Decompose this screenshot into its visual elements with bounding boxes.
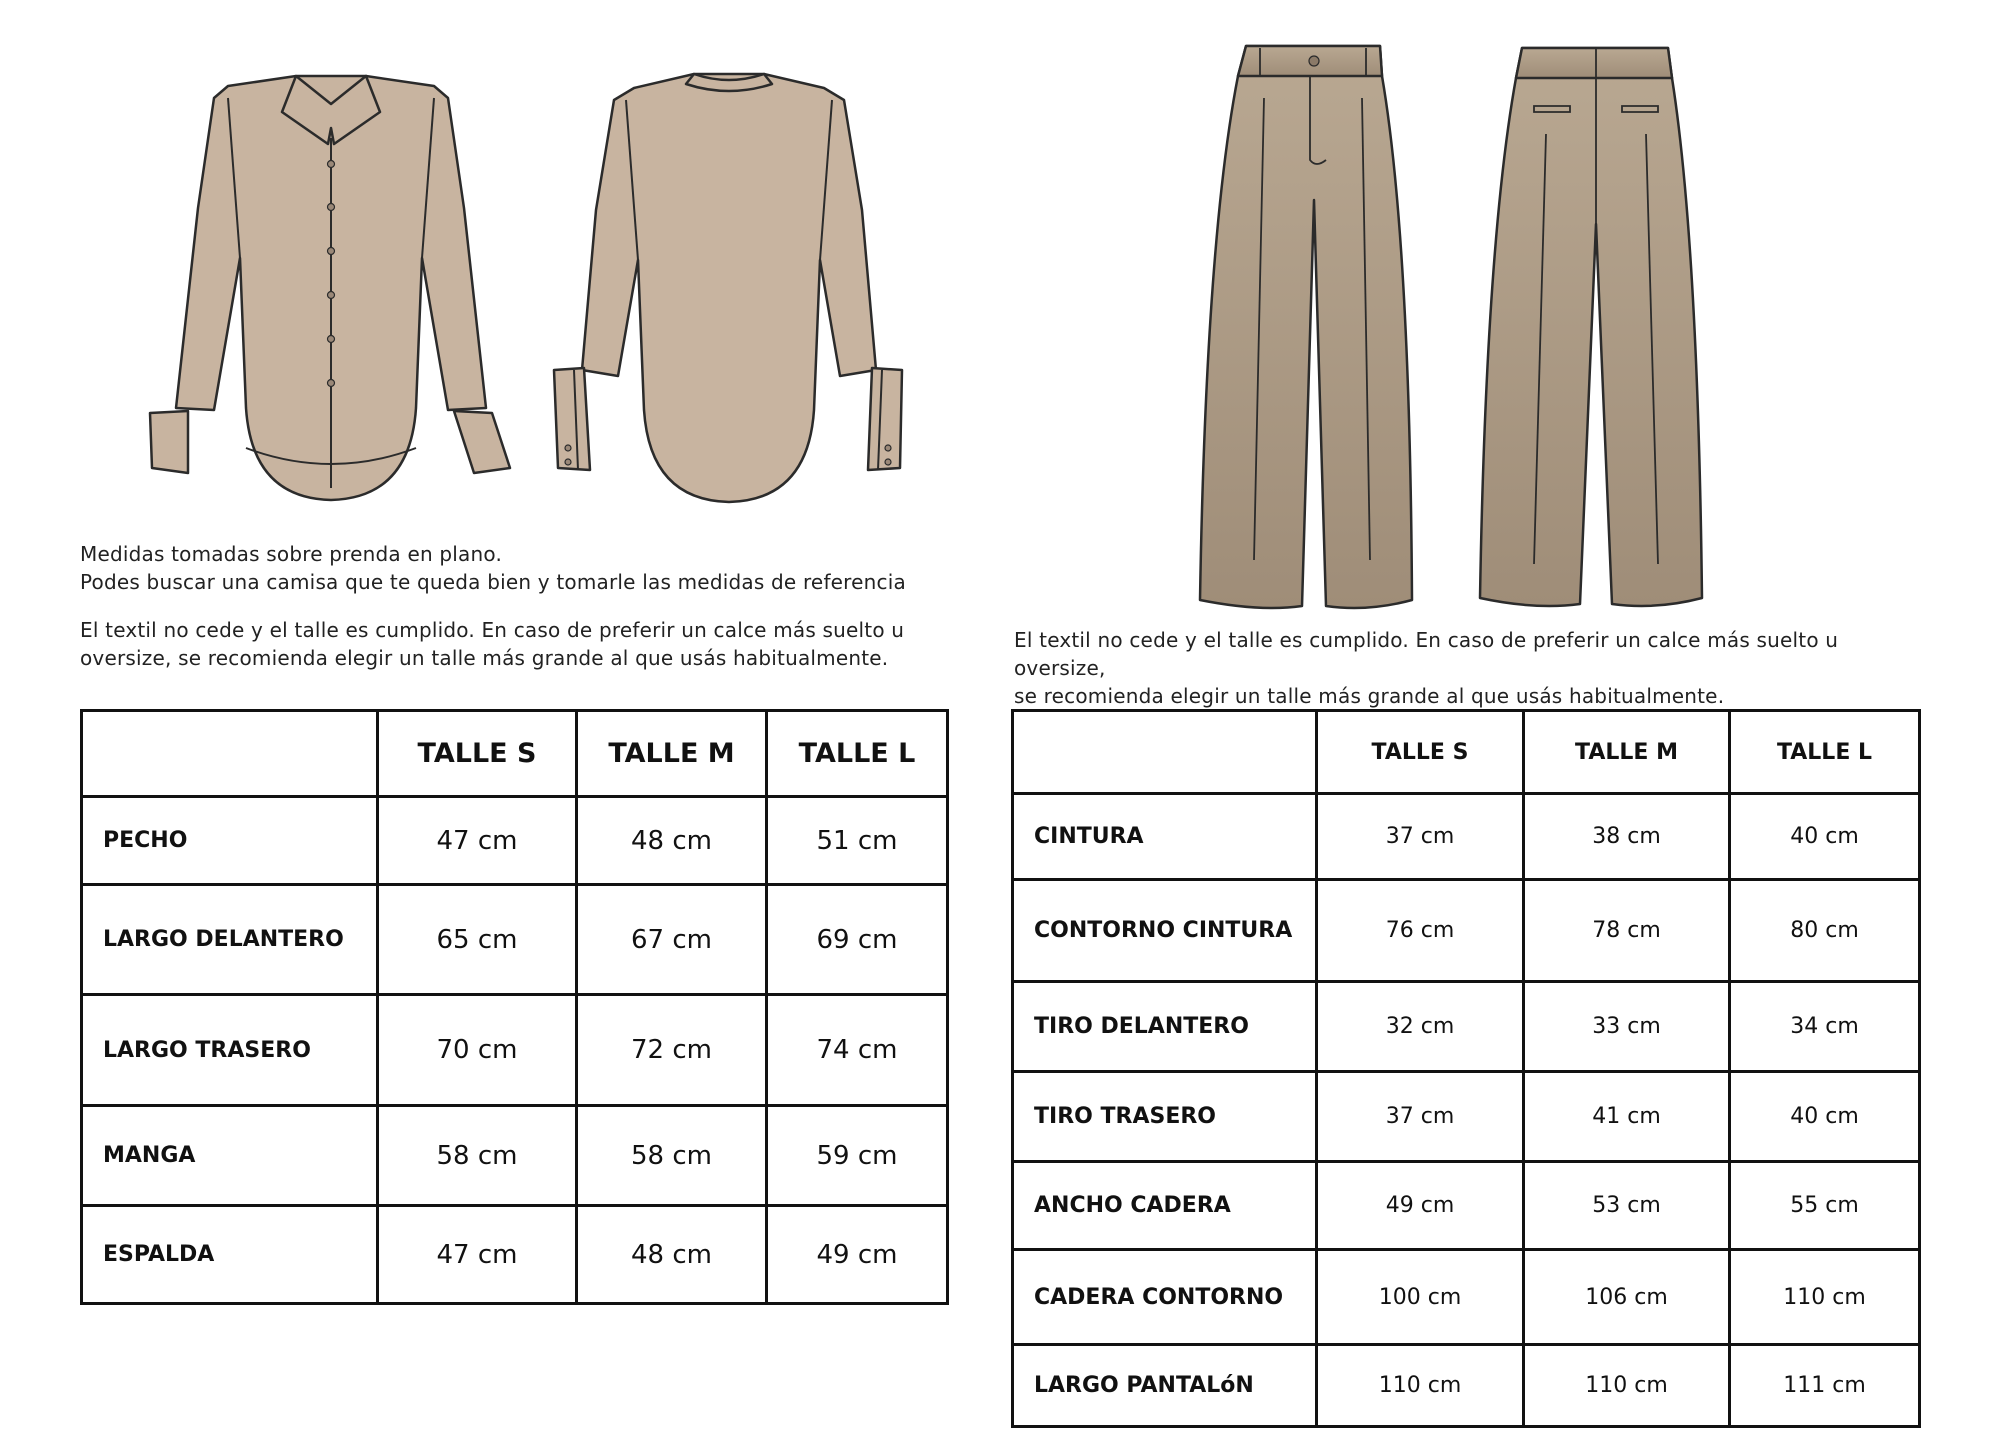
measure-value: 59 cm [767, 1106, 948, 1206]
measure-value: 40 cm [1730, 1072, 1920, 1162]
measure-label: LARGO PANTALóN [1013, 1345, 1317, 1427]
measure-value: 37 cm [1317, 794, 1524, 880]
header-cell [1013, 711, 1317, 794]
measure-value: 72 cm [577, 995, 767, 1106]
measure-label: TIRO TRASERO [1013, 1072, 1317, 1162]
pants-front-illustration [1198, 40, 1430, 614]
table-row [82, 1106, 948, 1206]
table-row [82, 995, 948, 1106]
measure-value: 41 cm [1524, 1072, 1730, 1162]
measure-label: MANGA [82, 1106, 378, 1206]
measure-value: 67 cm [577, 885, 767, 995]
measure-value: 37 cm [1317, 1072, 1524, 1162]
table-row [82, 1206, 948, 1304]
measure-value: 38 cm [1524, 794, 1730, 880]
measure-value: 110 cm [1317, 1345, 1524, 1427]
shirt-note-line: El textil no cede y el talle es cumplido. En caso de preferir un calce más suelto u [80, 618, 905, 642]
measure-value: 55 cm [1730, 1162, 1920, 1250]
measure-value: 110 cm [1730, 1250, 1920, 1345]
measure-value: 47 cm [378, 1206, 577, 1304]
header-cell: TALLE M [1524, 711, 1730, 794]
measure-value: 78 cm [1524, 880, 1730, 982]
measure-value: 58 cm [577, 1106, 767, 1206]
measure-value: 49 cm [1317, 1162, 1524, 1250]
shirt-note-line: Medidas tomadas sobre prenda en plano. [80, 542, 503, 566]
measure-value: 48 cm [577, 1206, 767, 1304]
pants-note-line: se recomienda elegir un talle más grande al que usás habitualmente. [1014, 684, 1725, 708]
measure-value: 80 cm [1730, 880, 1920, 982]
table-row [82, 797, 948, 885]
pants-back-illustration [1476, 44, 1716, 612]
button-icon [1309, 56, 1319, 66]
table-row [1013, 880, 1920, 982]
shirt-note-line: Podes buscar una camisa que te queda bien y tomarle las medidas de referencia [80, 570, 906, 594]
measure-value: 34 cm [1730, 982, 1920, 1072]
table-header-row [82, 711, 948, 797]
measure-label: ESPALDA [82, 1206, 378, 1304]
measure-label: LARGO TRASERO [82, 995, 378, 1106]
measure-label: TIRO DELANTERO [1013, 982, 1317, 1072]
header-cell: TALLE M [577, 711, 767, 797]
table-row [1013, 794, 1920, 880]
measure-value: 76 cm [1317, 880, 1524, 982]
pants-size-table [1011, 709, 1921, 1428]
measure-value: 69 cm [767, 885, 948, 995]
measure-label: CONTORNO CINTURA [1013, 880, 1317, 982]
measure-label: CADERA CONTORNO [1013, 1250, 1317, 1345]
pants-notes [1014, 626, 1914, 710]
header-cell: TALLE L [1730, 711, 1920, 794]
measure-value: 106 cm [1524, 1250, 1730, 1345]
measure-value: 32 cm [1317, 982, 1524, 1072]
table-row [82, 885, 948, 995]
header-cell [82, 711, 378, 797]
measure-label: PECHO [82, 797, 378, 885]
measure-value: 74 cm [767, 995, 948, 1106]
measure-value: 47 cm [378, 797, 577, 885]
measure-value: 111 cm [1730, 1345, 1920, 1427]
pants-note-line: El textil no cede y el talle es cumplido. En caso de preferir un calce más suelto u oversize, [1014, 628, 1839, 680]
measure-value: 40 cm [1730, 794, 1920, 880]
measure-value: 49 cm [767, 1206, 948, 1304]
header-cell: TALLE L [767, 711, 948, 797]
shirt-note-line: oversize, se recomienda elegir un talle más grande al que usás habitualmente. [80, 646, 889, 670]
measure-value: 100 cm [1317, 1250, 1524, 1345]
shirt-back-illustration [544, 70, 914, 506]
measure-value: 110 cm [1524, 1345, 1730, 1427]
table-row [1013, 1250, 1920, 1345]
measure-value: 58 cm [378, 1106, 577, 1206]
table-row [1013, 1345, 1920, 1427]
measure-value: 53 cm [1524, 1162, 1730, 1250]
table-row [1013, 982, 1920, 1072]
table-row [1013, 1072, 1920, 1162]
measure-label: CINTURA [1013, 794, 1317, 880]
table-header-row [1013, 711, 1920, 794]
header-cell: TALLE S [378, 711, 577, 797]
measure-value: 65 cm [378, 885, 577, 995]
measure-value: 51 cm [767, 797, 948, 885]
measure-value: 70 cm [378, 995, 577, 1106]
shirt-notes [80, 540, 960, 672]
measure-label: LARGO DELANTERO [82, 885, 378, 995]
measure-value: 33 cm [1524, 982, 1730, 1072]
header-cell: TALLE S [1317, 711, 1524, 794]
shirt-size-table [80, 709, 949, 1305]
table-row [1013, 1162, 1920, 1250]
measure-label: ANCHO CADERA [1013, 1162, 1317, 1250]
measure-value: 48 cm [577, 797, 767, 885]
shirt-front-illustration [148, 68, 514, 508]
